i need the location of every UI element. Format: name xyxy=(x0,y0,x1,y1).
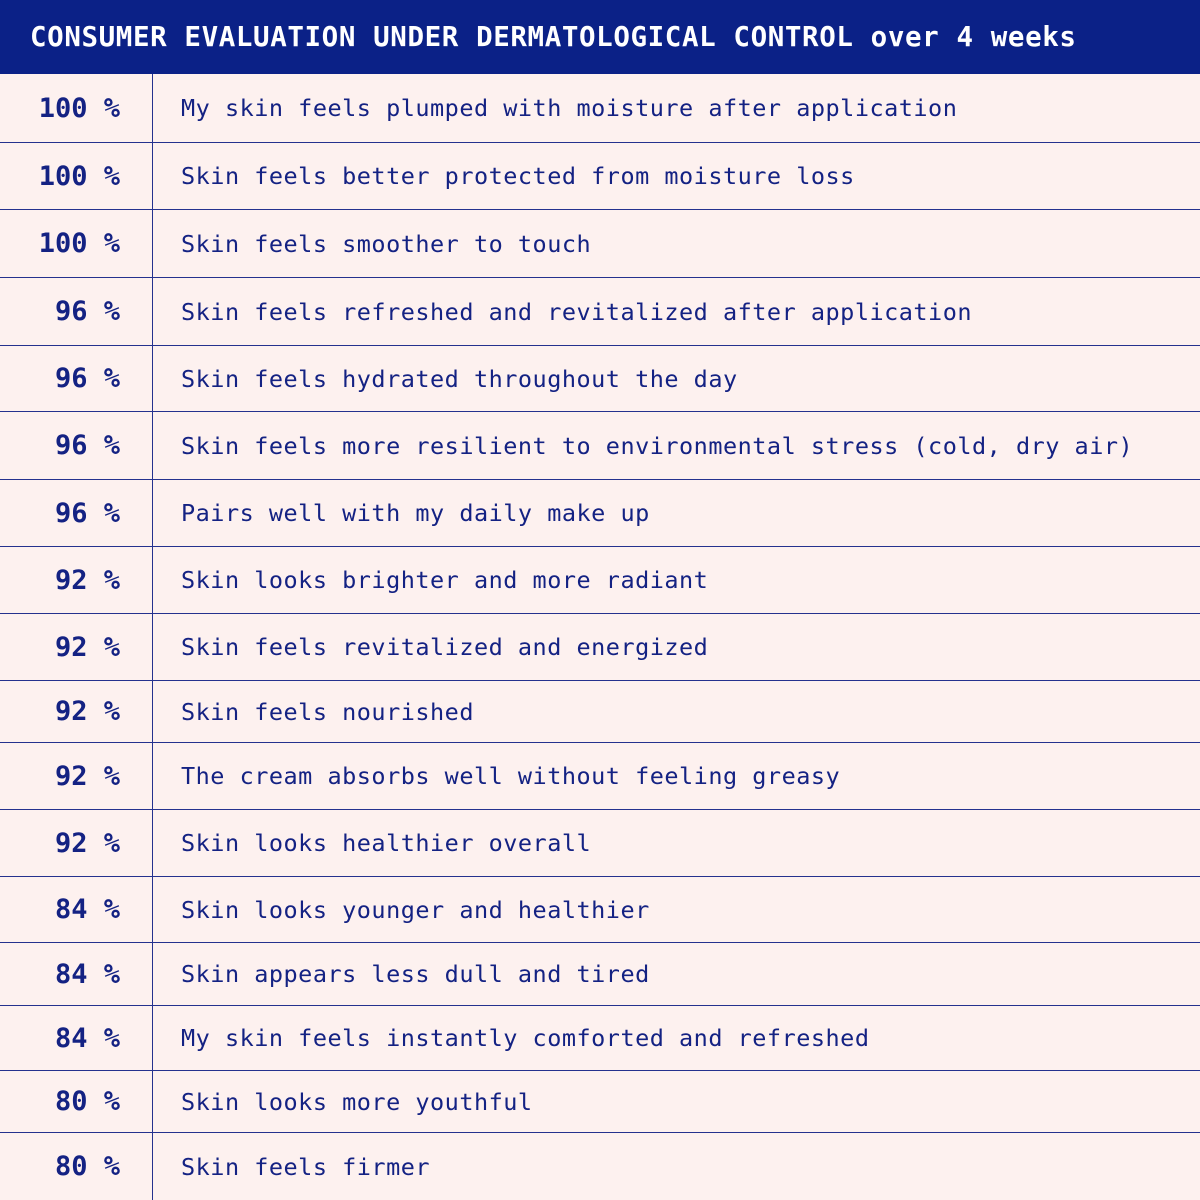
table-row xyxy=(0,412,1200,480)
row-claim: Pairs well with my daily make up xyxy=(181,499,650,527)
table-row xyxy=(0,547,1200,614)
row-claim: Skin looks more youthful xyxy=(181,1087,533,1116)
row-claim: My skin feels plumped with moisture after application xyxy=(181,94,958,122)
table-row xyxy=(0,346,1200,412)
row-claim: Skin feels nourished xyxy=(181,697,474,726)
row-percent: 92 % xyxy=(0,810,153,876)
row-percent: 92 % xyxy=(0,743,153,809)
table-title: CONSUMER EVALUATION UNDER DERMATOLOGICAL CONTROL over 4 weeks xyxy=(30,21,1077,53)
row-percent: 96 % xyxy=(0,480,153,546)
row-percent: 84 % xyxy=(0,877,153,942)
table-row xyxy=(0,1133,1200,1200)
row-claim: Skin feels revitalized and energized xyxy=(181,633,709,661)
table-row xyxy=(0,74,1200,143)
table-row xyxy=(0,480,1200,547)
table-row xyxy=(0,1071,1200,1133)
table-row xyxy=(0,210,1200,278)
row-claim: Skin feels firmer xyxy=(181,1152,431,1181)
row-percent: 80 % xyxy=(0,1133,153,1200)
row-percent: 84 % xyxy=(0,1006,153,1070)
row-claim: Skin appears less dull and tired xyxy=(181,960,650,988)
table-row xyxy=(0,143,1200,210)
table-row xyxy=(0,681,1200,743)
row-percent: 92 % xyxy=(0,614,153,680)
table-row xyxy=(0,614,1200,681)
table-row xyxy=(0,743,1200,810)
row-percent: 92 % xyxy=(0,547,153,613)
row-percent: 100 % xyxy=(0,210,153,277)
row-claim: Skin feels hydrated throughout the day xyxy=(181,364,738,393)
row-claim: Skin feels more resilient to environmental stress (cold, dry air) xyxy=(181,431,1134,460)
row-claim: Skin feels smoother to touch xyxy=(181,229,592,258)
row-claim: Skin looks healthier overall xyxy=(181,829,592,857)
table-header-bar xyxy=(0,0,1200,74)
row-percent: 96 % xyxy=(0,412,153,479)
table-row xyxy=(0,1006,1200,1071)
table-row xyxy=(0,877,1200,943)
row-percent: 100 % xyxy=(0,74,153,142)
row-percent: 80 % xyxy=(0,1071,153,1132)
row-percent: 84 % xyxy=(0,943,153,1005)
table-row xyxy=(0,278,1200,346)
table-row xyxy=(0,810,1200,877)
row-claim: Skin looks brighter and more radiant xyxy=(181,566,709,594)
evaluation-rows xyxy=(0,74,1200,1200)
row-percent: 100 % xyxy=(0,143,153,209)
row-claim: Skin looks younger and healthier xyxy=(181,895,650,924)
row-percent: 96 % xyxy=(0,278,153,345)
row-percent: 96 % xyxy=(0,346,153,411)
row-claim: The cream absorbs well without feeling greasy xyxy=(181,762,841,790)
row-percent: 92 % xyxy=(0,681,153,742)
table-row xyxy=(0,943,1200,1006)
row-claim: Skin feels refreshed and revitalized after application xyxy=(181,297,973,326)
row-claim: My skin feels instantly comforted and refreshed xyxy=(181,1024,870,1052)
row-claim: Skin feels better protected from moisture loss xyxy=(181,162,855,190)
